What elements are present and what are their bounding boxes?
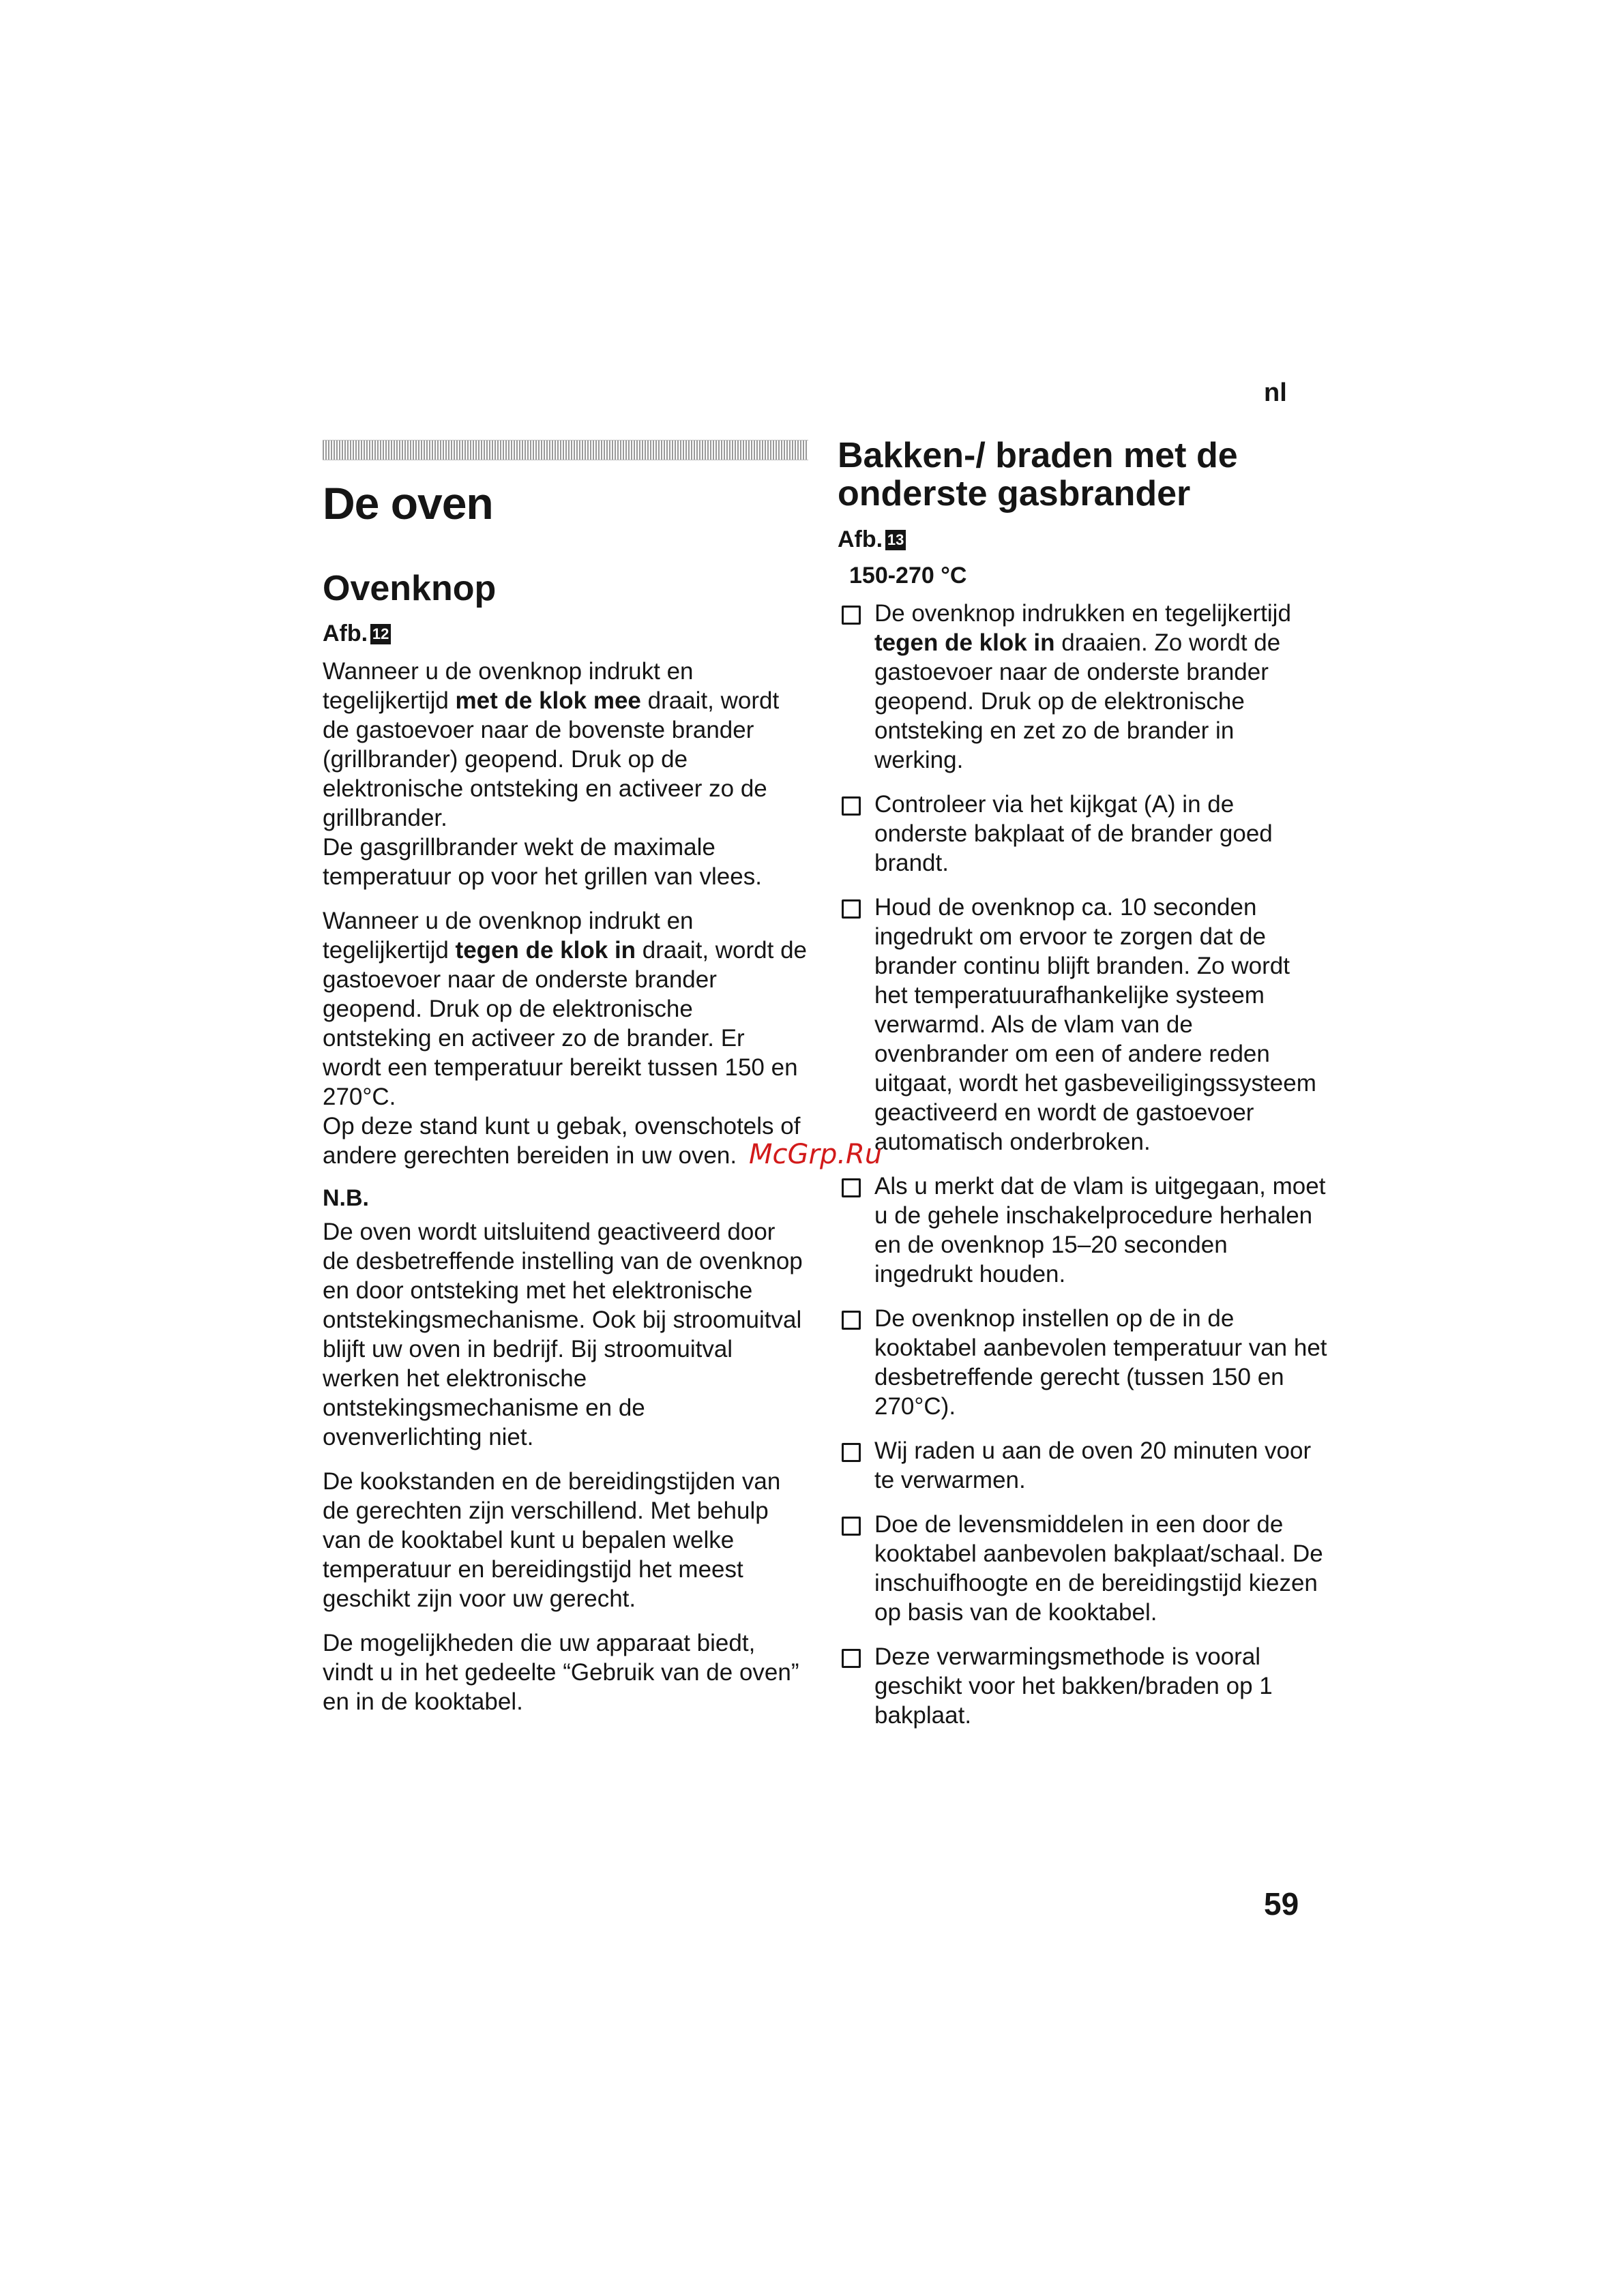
text: Op deze stand kunt u gebak, ovenschotels of andere gerechten bereiden in uw oven. [323, 1113, 801, 1169]
step-text [874, 599, 1329, 775]
text: Wanneer u de ovenknop indrukt en tegelijkertijd [323, 908, 694, 964]
section-heading-bakken [838, 436, 1329, 513]
left-column [323, 440, 808, 1731]
text: De gasgrillbrander wekt de maximale temperatuur op voor het grillen van vlees. [323, 834, 762, 891]
list-item [838, 1436, 1329, 1495]
paragraph-counterclockwise [323, 906, 808, 1170]
checkbox-bullet-icon [842, 1649, 861, 1668]
figure-number-badge: 12 [370, 624, 391, 644]
section-heading-ovenknop: Ovenknop [323, 568, 497, 608]
list-item [838, 1172, 1329, 1289]
step-text: Deze verwarmingsmethode is vooral geschikt voor het bakken/braden op 1 bakplaat. [874, 1643, 1273, 1729]
list-item [838, 1510, 1329, 1627]
note-heading: N.B. [323, 1185, 369, 1212]
step-text: De ovenknop instellen op de in de kooktabel aanbevolen temperatuur van het desbetreffende gerecht (tussen 150 en 270°C). [874, 1305, 1327, 1420]
language-code: nl [1264, 378, 1287, 407]
paragraph-possibilities: De mogelijkheden die uw apparaat biedt, vindt u in het gedeelte “Gebruik van de oven” en in de kooktabel. [323, 1630, 799, 1716]
paragraph-cooking-settings: De kookstanden en de bereidingstijden van de gerechten zijn verschillend. Met behulp van de kooktabel kunt u bepalen welke temperatuur en bereidingstijd het meest geschikt zijn voor uw gerecht. [323, 1468, 781, 1613]
list-item [838, 1642, 1329, 1730]
checkbox-bullet-icon [842, 1178, 861, 1197]
figure-prefix: Afb. [323, 621, 368, 647]
list-item [838, 790, 1329, 878]
step-text: Wij raden u aan de oven 20 minuten voor te verwarmen. [874, 1437, 1312, 1494]
page-number: 59 [1264, 1886, 1299, 1922]
heading-line: onderste gasbrander [838, 474, 1191, 514]
emphasis: met de klok mee [455, 687, 641, 715]
text: draait, wordt de gastoevoer naar de bovenste brander (grillbrander) geopend. Druk op de elektronische ontsteking en activeer zo de grillbrander. [323, 687, 780, 832]
step-text: Doe de levensmiddelen in een door de kooktabel aanbevolen bakplaat/schaal. De inschuifhoogte en de bereidingstijd kiezen op basis van de kooktabel. [874, 1511, 1323, 1626]
heading-line: Bakken-/ braden met de [838, 436, 1238, 475]
checkbox-bullet-icon [842, 1443, 861, 1462]
list-item [838, 1304, 1329, 1421]
step-text: Houd de ovenknop ca. 10 seconden ingedrukt om ervoor te zorgen dat de brander continu blijft branden. Zo wordt het temperatuurafhankelijke systeem verwarmd. Als de vlam van de ovenbrander om een of andere reden uitgaat, wordt het gasbeveiligingssysteem geactiveerd en wordt de gastoevoer automatisch onderbroken. [874, 894, 1316, 1156]
figure-prefix: Afb. [838, 526, 883, 553]
page-title: De oven [323, 478, 493, 528]
right-column [838, 436, 1329, 1745]
emphasis: tegen de klok in [874, 629, 1055, 657]
section-hatch-bar [323, 440, 808, 460]
figure-number-badge: 13 [885, 530, 906, 550]
checkbox-bullet-icon [842, 899, 861, 919]
text: De ovenknop indrukken en tegelijkertijd [874, 600, 1291, 627]
checkbox-bullet-icon [842, 1311, 861, 1330]
temperature-range: 150-270 °C [849, 563, 967, 589]
figure-reference [838, 526, 1329, 553]
checkbox-bullet-icon [842, 606, 861, 625]
list-item [838, 893, 1329, 1157]
instruction-list [838, 599, 1329, 1730]
checkbox-bullet-icon [842, 796, 861, 816]
text: draait, wordt de gastoevoer naar de onderste brander geopend. Druk op de elektronische ontsteking en activeer zo de brander. Er wordt een temperatuur bereikt tussen 150 en 270°C. [323, 937, 808, 1111]
text: Wanneer u de ovenknop indrukt en tegelijkertijd [323, 658, 694, 715]
text: draaien. Zo wordt de gastoevoer naar de onderste brander geopend. Druk op de elektronische ontsteking en zet zo de brander in werking. [874, 629, 1281, 774]
paragraph-clockwise [323, 657, 808, 891]
checkbox-bullet-icon [842, 1517, 861, 1536]
step-text: Als u merkt dat de vlam is uitgegaan, moet u de gehele inschakelprocedure herhalen en de ovenknop 15–20 seconden ingedrukt houden. [874, 1173, 1326, 1288]
note-text: De oven wordt uitsluitend geactiveerd door de desbetreffende instelling van de ovenknop en door ontsteking met het elektronische ontstekingsmechanisme. Ook bij stroomuitval blijft uw oven in bedrijf. Bij stroomuitval werken het elektronische ontstekingsmechanisme en de ovenverlichting niet. [323, 1219, 803, 1451]
list-item [838, 599, 1329, 775]
step-text: Controleer via het kijkgat (A) in de onderste bakplaat of de brander goed brandt. [874, 791, 1273, 877]
emphasis: tegen de klok in [455, 937, 636, 964]
figure-reference [323, 621, 808, 647]
watermark: McGrp.Ru [749, 1139, 883, 1170]
